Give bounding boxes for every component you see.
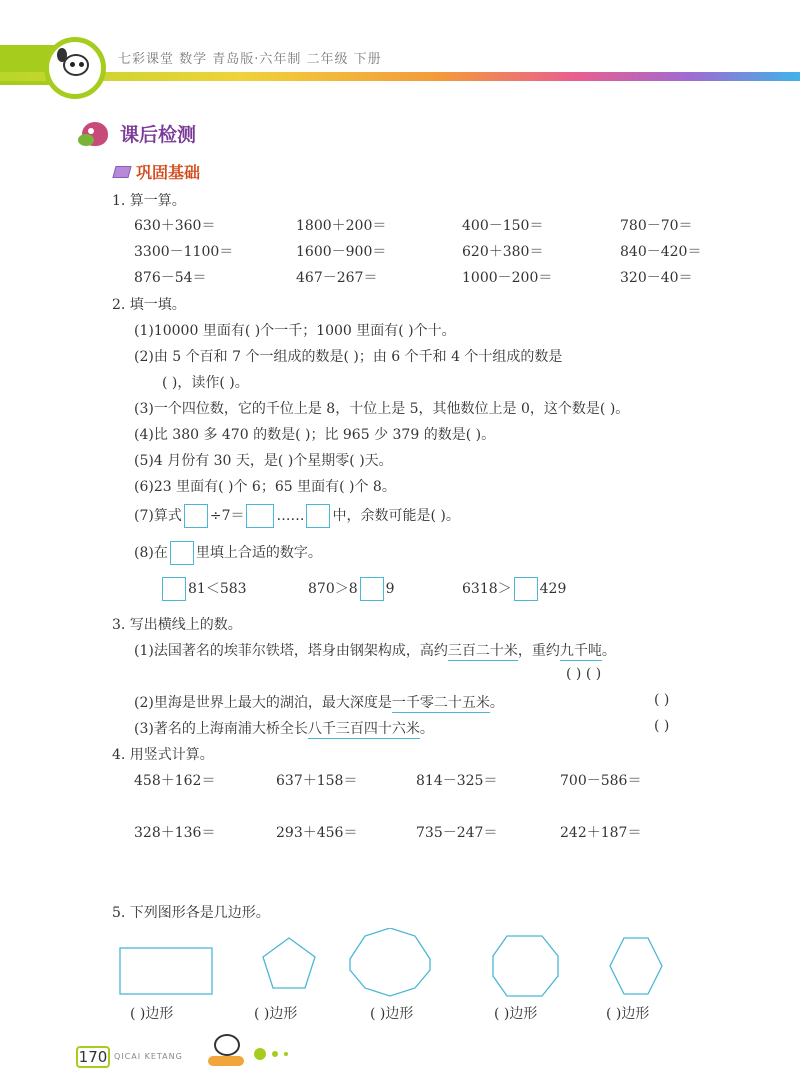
answer-box[interactable] <box>360 577 384 601</box>
q1-cell: 1000－200＝ <box>462 270 553 286</box>
subsection-title: 巩固基础 <box>136 163 201 182</box>
answer-box[interactable] <box>246 504 274 528</box>
subsection-heading <box>114 160 200 183</box>
mascot-icon <box>63 54 89 76</box>
q2-item-7-c: …… <box>276 508 305 524</box>
answer-box-sample <box>170 541 194 565</box>
q3-item-1 <box>134 640 616 660</box>
shape-answer-1[interactable]: ( )边形 <box>130 1006 174 1022</box>
q3-item-1-blanks[interactable]: ( ) ( ) <box>566 666 602 682</box>
footer-dot <box>272 1051 278 1057</box>
polygon-shapes <box>110 928 690 998</box>
q3-item-3 <box>134 718 434 738</box>
underlined-number: 八千三百四十六米 <box>307 721 420 737</box>
q1-cell: 620＋380＝ <box>462 244 544 260</box>
q2-item-4: (4)比 380 多 470 的数是( )；比 965 少 379 的数是( )。 <box>134 427 496 443</box>
q4-cell: 242＋187＝ <box>560 825 642 841</box>
compare-pre: 6318＞ <box>462 581 512 597</box>
q3-text: ，重约 <box>517 643 560 659</box>
q2-item-8-a: (8)在 <box>134 545 168 561</box>
hexagon-shape <box>610 938 662 994</box>
answer-box[interactable] <box>514 577 538 601</box>
q2-item-3: (3)一个四位数，它的千位上是 8，十位上是 5，其他数位上是 0，这个数是( )。 <box>134 401 630 417</box>
mascot-badge <box>44 37 106 99</box>
rectangle-shape <box>120 948 212 994</box>
q2-compare-1 <box>160 577 247 601</box>
q2-compare-3 <box>462 577 566 601</box>
compare-post: 9 <box>385 581 395 597</box>
shape-answer-5[interactable]: ( )边形 <box>606 1006 650 1022</box>
footer-mascot-icon <box>204 1030 250 1070</box>
header-rainbow-band <box>0 72 800 81</box>
q3-text: 。 <box>601 643 616 659</box>
q1-cell: 630＋360＝ <box>134 218 216 234</box>
section-heading <box>78 116 196 150</box>
q1-cell: 3300－1100＝ <box>134 244 234 260</box>
q1-cell: 840－420＝ <box>620 244 702 260</box>
compare-post: 429 <box>539 581 567 597</box>
q4-cell: 458＋162＝ <box>134 773 216 789</box>
q2-compare-2 <box>308 577 395 601</box>
shape-answer-3[interactable]: ( )边形 <box>370 1006 414 1022</box>
compare-post: 81＜583 <box>188 581 247 597</box>
q2-item-7-a: (7)算式 <box>134 508 182 524</box>
q3-text: 。 <box>419 721 434 737</box>
q2-item-2: (2)由 5 个百和 7 个一组成的数是( )；由 6 个千和 4 个十组成的数是 <box>134 349 563 365</box>
q3-title: 3. 写出横线上的数。 <box>112 617 242 633</box>
q4-cell: 293＋456＝ <box>276 825 358 841</box>
q2-item-2-cont: ( )，读作( )。 <box>162 375 249 391</box>
compare-pre: 870＞8 <box>308 581 358 597</box>
q3-text: (2)里海是世界上最大的湖泊，最大深度是 <box>134 695 392 711</box>
q4-cell: 328＋136＝ <box>134 825 216 841</box>
q2-item-8-b: 里填上合适的数字。 <box>195 545 322 561</box>
footer-brand: QICAI KETANG <box>114 1052 183 1061</box>
q3-text: 。 <box>489 695 504 711</box>
q4-title: 4. 用竖式计算。 <box>112 747 214 763</box>
footer-dot <box>284 1052 288 1056</box>
q1-cell: 400－150＝ <box>462 218 544 234</box>
q4-cell: 637＋158＝ <box>276 773 358 789</box>
q1-cell: 780－70＝ <box>620 218 693 234</box>
q2-item-7-b: ÷7＝ <box>209 508 245 524</box>
q3-item-2-blank[interactable]: ( ) <box>654 692 670 708</box>
shape-answer-4[interactable]: ( )边形 <box>494 1006 538 1022</box>
answer-box[interactable] <box>162 577 186 601</box>
pentagon-shape <box>263 938 315 988</box>
q4-cell: 700－586＝ <box>560 773 642 789</box>
decagon-shape <box>350 928 430 996</box>
shape-answer-2[interactable]: ( )边形 <box>254 1006 298 1022</box>
q2-item-1: (1)10000 里面有( )个一千；1000 里面有( )个十。 <box>134 323 456 339</box>
q1-cell: 876－54＝ <box>134 270 207 286</box>
answer-box[interactable] <box>184 504 208 528</box>
underlined-number: 九千吨 <box>559 643 602 659</box>
q1-title: 1. 算一算。 <box>112 193 186 209</box>
q2-item-8 <box>134 541 322 565</box>
section-mascot-icon <box>78 116 114 150</box>
q4-cell: 814－325＝ <box>416 773 498 789</box>
q2-item-7 <box>134 504 460 528</box>
q2-item-6: (6)23 里面有( )个 6；65 里面有( )个 8。 <box>134 479 396 495</box>
q1-cell: 320－40＝ <box>620 270 693 286</box>
answer-box[interactable] <box>306 504 330 528</box>
header-title: 七彩课堂 数学 青岛版·六年制 二年级 下册 <box>118 52 382 67</box>
q3-item-3-blank[interactable]: ( ) <box>654 718 670 734</box>
q1-cell: 1800＋200＝ <box>296 218 387 234</box>
book-icon <box>112 166 131 178</box>
section-title: 课后检测 <box>120 123 197 146</box>
page-number: 170 <box>76 1046 110 1068</box>
q2-title: 2. 填一填。 <box>112 297 186 313</box>
footer-dot <box>254 1048 266 1060</box>
octagon-shape <box>493 936 558 996</box>
q3-item-2 <box>134 692 504 712</box>
underlined-number: 三百二十米 <box>447 643 518 659</box>
q1-cell: 467－267＝ <box>296 270 378 286</box>
q2-item-5: (5)4 月份有 30 天，是( )个星期零( )天。 <box>134 453 393 469</box>
q4-cell: 735－247＝ <box>416 825 498 841</box>
q3-text: (3)著名的上海南浦大桥全长 <box>134 721 308 737</box>
q2-item-7-d: 中，余数可能是( )。 <box>332 508 460 524</box>
underlined-number: 一千零二十五米 <box>391 695 490 711</box>
q5-title: 5. 下列图形各是几边形。 <box>112 905 270 921</box>
q3-text: (1)法国著名的埃菲尔铁塔，塔身由钢架构成，高约 <box>134 643 448 659</box>
q1-cell: 1600－900＝ <box>296 244 387 260</box>
